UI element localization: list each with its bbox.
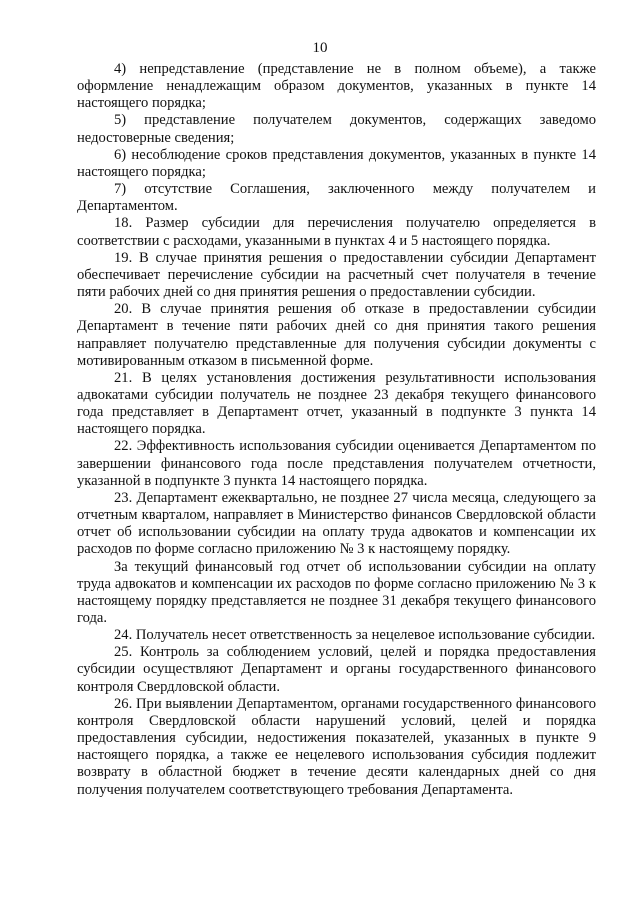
paragraph-24: 24. Получатель несет ответственность за нецелевое использование субсидии. [114,627,596,644]
paragraph-20: 20. В случае принятия решения об отказе в предоставлении субсидии Департамент в течение пяти рабочих дней со дня принятия такого решения направляет получателю представленные для получения субсидии документы с мотивированным отказом в письменной форме. [77,301,596,369]
paragraph-item-7: 7) отсутствие Соглашения, заключенного между получателем и Департаментом. [77,181,596,215]
page-number: 10 [312,40,328,56]
paragraph-item-6: 6) несоблюдение сроков представления документов, указанных в пункте 14 настоящего порядка; [77,146,596,180]
paragraph-23-annual-report: За текущий финансовый год отчет об использовании субсидии на оплату труда адвокатов и компенсации их расходов по форме согласно приложению № 3 к настоящему порядку представляется не позднее 31 декабря текущего финансового года. [77,558,596,626]
paragraph-19: 19. В случае принятия решения о предоставлении субсидии Департамент обеспечивает перечисление субсидии на расчетный счет получателя в течение пяти рабочих дней со дня принятия решения о предоставлении субсидии. [77,249,596,301]
paragraph-26: 26. При выявлении Департаментом, органами государственного финансового контроля Свердловской области нарушений условий, целей и порядка предоставления субсидии, недостижения показателей, указанных в пункте 9 настоящего порядка, а также ее нецелевого использования субсидия подлежит возврату в областной бюджет в течение десяти календарных дней со дня получения получателем соответствующего требования Департамента. [77,695,596,798]
paragraph-item-5: 5) представление получателем документов, содержащих заведомо недостоверные сведения; [77,112,596,146]
paragraph-18: 18. Размер субсидии для перечисления получателю определяется в соответствии с расходами, указанными в пунктах 4 и 5 настоящего порядка. [77,215,596,249]
paragraph-item-4: 4) непредставление (представление не в полном объеме), а также оформление ненадлежащим образом документов, указанных в пункте 14 настоящего порядка; [77,61,596,112]
paragraph-25: 25. Контроль за соблюдением условий, целей и порядка предоставления субсидии осуществляют Департамент и органы государственного финансового контроля Свердловской области. [77,644,596,695]
paragraph-21: 21. В целях установления достижения результативности использования адвокатами субсидии получатель не позднее 23 декабря текущего финансового года представляет в Департамент отчет, указанный в подпункте 3 пункта 14 настоящего порядка. [77,369,596,438]
paragraph-22: 22. Эффективность использования субсидии оценивается Департаментом по завершении финансового года после представления получателем отчетности, указанной в подпункте 3 пункта 14 настоящего порядка. [77,438,596,489]
document-body [77,61,596,799]
paragraph-23: 23. Департамент ежеквартально, не позднее 27 числа месяца, следующего за отчетным кварталом, направляет в Министерство финансов Свердловской области отчет об использовании субсидии на оплату труда адвокатов и компенсации их расходов по форме согласно приложению № 3 к настоящему порядку. [77,489,596,558]
